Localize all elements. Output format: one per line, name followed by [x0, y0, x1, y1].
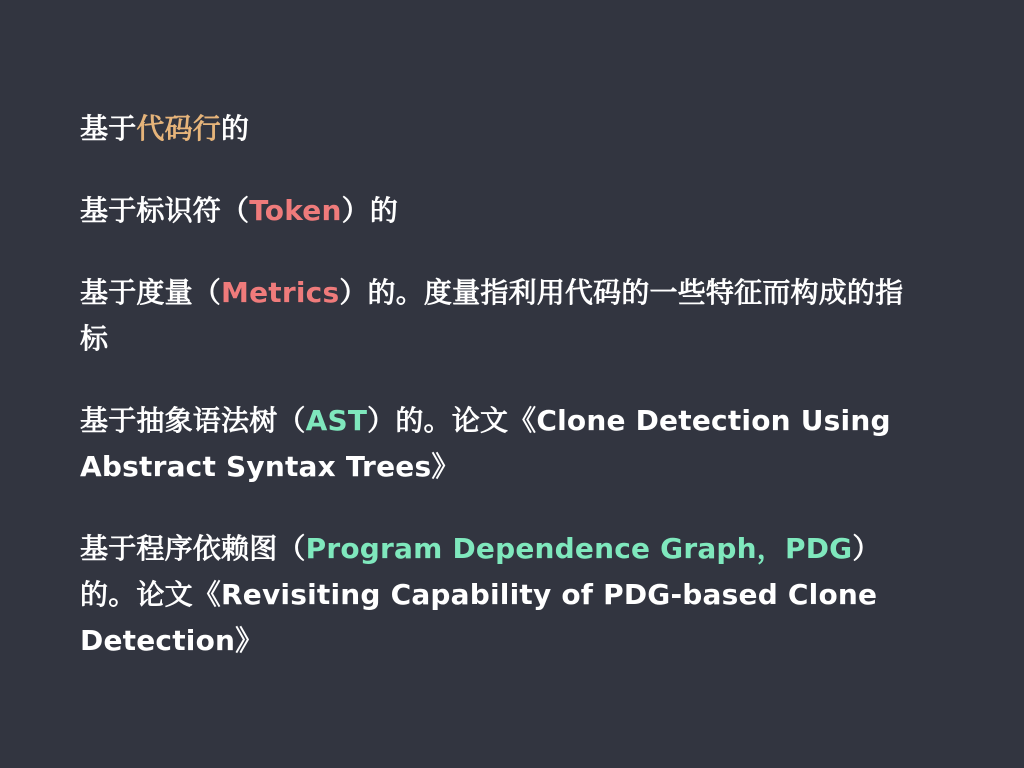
item-suffix: ）的。论文《Revisiting Capability of PDG-based Clone Detection》 — [80, 532, 881, 657]
item-suffix: ）的。论文《Clone Detection Using Abstract Syntax Trees》 — [80, 404, 891, 483]
list-item-ast — [80, 398, 920, 490]
highlight-token: Token — [249, 194, 342, 227]
item-prefix: 基于抽象语法树（ — [80, 404, 306, 437]
item-prefix: 基于 — [80, 112, 137, 145]
list-item-metrics — [80, 270, 920, 362]
item-prefix: 基于度量（ — [80, 276, 222, 309]
item-prefix: 基于标识符（ — [80, 194, 250, 227]
item-suffix: ）的 — [341, 194, 399, 227]
list-item-code-line — [80, 106, 920, 152]
list-item-token — [80, 188, 920, 234]
highlight-pdg: Program Dependence Graph，PDG — [305, 532, 853, 565]
highlight-ast: AST — [305, 404, 368, 437]
highlight-metrics: Metrics — [221, 276, 340, 309]
highlight-code-line: 代码行 — [136, 112, 222, 145]
item-suffix: 的 — [221, 112, 250, 145]
item-suffix: ）的。度量指利用代码的一些特征而构成的指标 — [80, 276, 904, 355]
item-prefix: 基于程序依赖图（ — [80, 532, 306, 565]
list-item-pdg — [80, 526, 920, 664]
